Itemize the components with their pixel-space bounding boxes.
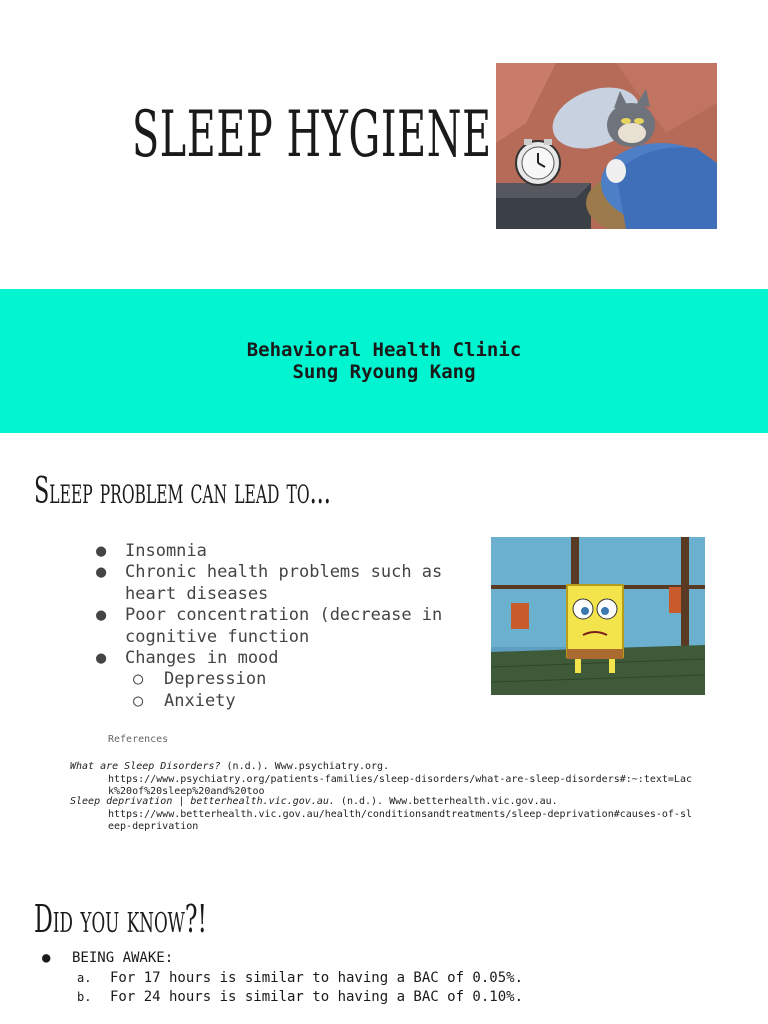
clinic-name: Behavioral Health Clinic	[246, 339, 522, 361]
fact-list	[42, 949, 742, 1008]
list-item: ○ Anxiety	[133, 690, 236, 711]
sad-sponge-icon	[491, 537, 705, 695]
sleep-problems-slide	[0, 433, 768, 863]
list-item: b. For 24 hours is similar to having a BAC of 0.10%.	[77, 989, 524, 1005]
list-item: ● Chronic health problems such as heart diseases	[96, 562, 443, 604]
list-item: ● Poor concentration (decrease in cognitive function	[96, 605, 443, 647]
reference-link-cont[interactable]: k%20of%20sleep%20and%20too	[108, 786, 265, 797]
reference-link[interactable]: https://www.betterhealth.vic.gov.au/health/conditionsandtreatments/sleep-deprivation#causes-of-sl	[108, 808, 692, 820]
sad-sponge-image	[491, 537, 705, 695]
did-you-know-slide	[0, 863, 768, 1024]
did-you-know-heading: Did you know?!	[34, 897, 207, 941]
sleeping-cat-image	[496, 63, 717, 229]
reference-link[interactable]: https://www.psychiatry.org/patients-families/sleep-disorders/what-are-sleep-disorders#:~:text=Lac	[108, 773, 692, 785]
slide-title: SLEEP HYGIENE	[132, 98, 492, 172]
mood-sub-list	[125, 669, 486, 712]
list-item: ● Insomnia	[96, 541, 207, 561]
list-item: ● BEING AWAKE:	[42, 950, 174, 966]
list-item: ● Changes in mood ○ Depression ○ Anxiety	[96, 648, 486, 712]
references-label: References	[108, 734, 169, 745]
problems-heading: Sleep problem can lead to...	[34, 471, 331, 512]
list-item: ○ Depression	[133, 669, 267, 690]
clinic-banner	[0, 289, 768, 433]
sleeping-cat-icon	[496, 63, 717, 229]
reference-link-cont[interactable]: eep-deprivation	[108, 821, 199, 832]
list-item: a. For 17 hours is similar to having a BAC of 0.05%.	[77, 969, 524, 986]
problem-list	[96, 541, 486, 712]
reference-entry: What are Sleep Disorders? (n.d.). Www.psychiatry.org. https://www.psychiatry.org/patients-families/sleep-disorders/what-are-sleep-disorders#:~:text=Lac k%20of%20sleep%20and%20too	[70, 761, 710, 799]
title-slide	[0, 0, 768, 290]
reference-entry: Sleep deprivation | betterhealth.vic.gov.au. (n.d.). Www.betterhealth.vic.gov.au. https://www.betterhealth.vic.gov.au/health/conditionsandtreatments/sleep-deprivation#causes-of-sl eep-deprivation	[70, 796, 710, 834]
author-name: Sung Ryoung Kang	[292, 361, 476, 383]
